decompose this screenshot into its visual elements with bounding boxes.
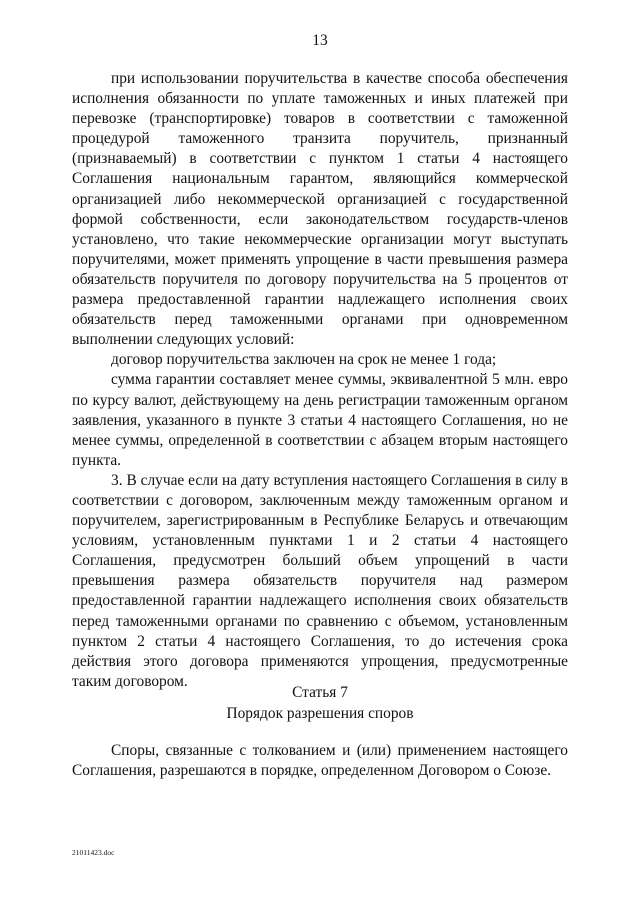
paragraph: сумма гарантии составляет менее суммы, эквивалентной 5 млн. евро по курсу валют, действующему на день регистрации таможенным органом заявления, указанного в пункте 3 статьи 4 настоящего Соглашения, но не менее суммы, определенной в соответствии с абзацем вторым настоящего пункта. — [72, 371, 568, 469]
article-number: Статья 7 — [292, 684, 348, 701]
paragraph: 3. В случае если на дату вступления настоящего Соглашения в силу в соответствии с договором, заключенным между таможенным органом и поручителем, зарегистрированным в Республике Беларусь и отвечающим условиям, установленным пунктами 1 и 2 статьи 4 настоящего Соглашения, предусмотрен больший объем упрощений в части превышения размера обязательств поручителя над размером предоставленной гарантии надлежащего исполнения своих обязательств перед таможенными органами по сравнению с объемом, установленным пунктом 2 статьи 4 настоящего Соглашения, то до истечения срока действия этого договора применяются упрощения, предусмотренные таким договором. — [72, 471, 568, 690]
article-title: Порядок разрешения споров — [226, 704, 414, 722]
article-heading — [72, 683, 568, 724]
article-body — [72, 741, 568, 781]
paragraph: Споры, связанные с толкованием и (или) применением настоящего Соглашения, разрешаются в порядке, определенном Договором о Союзе. — [72, 742, 568, 780]
file-name-footer: 21011423.doc — [72, 848, 115, 857]
paragraph: договор поручительства заключен на срок не менее 1 года; — [111, 351, 497, 369]
page-number: 13 — [312, 32, 328, 49]
paragraph: при использовании поручительства в качестве способа обеспечения исполнения обязанности по уплате таможенных и иных платежей при перевозке (транспортировке) товаров в соответствии с таможенной процедурой таможенного транзита поручитель, признанный (признаваемый) в соответствии с пунктом 1 статьи 4 настоящего Соглашения национальным гарантом, являющийся коммерческой организацией либо некоммерческой организацией с государственной формой собственности, если законодательством государств-членов установлено, что такие некоммерческие организации могут выступать поручителями, может применять упрощение в части превышения размера обязательств поручителя по договору поручительства на 5 процентов от размера предоставленной гарантии надлежащего исполнения своих обязательств перед таможенными органами при одновременном выполнении следующих условий: — [72, 70, 568, 349]
document-body — [72, 69, 568, 692]
